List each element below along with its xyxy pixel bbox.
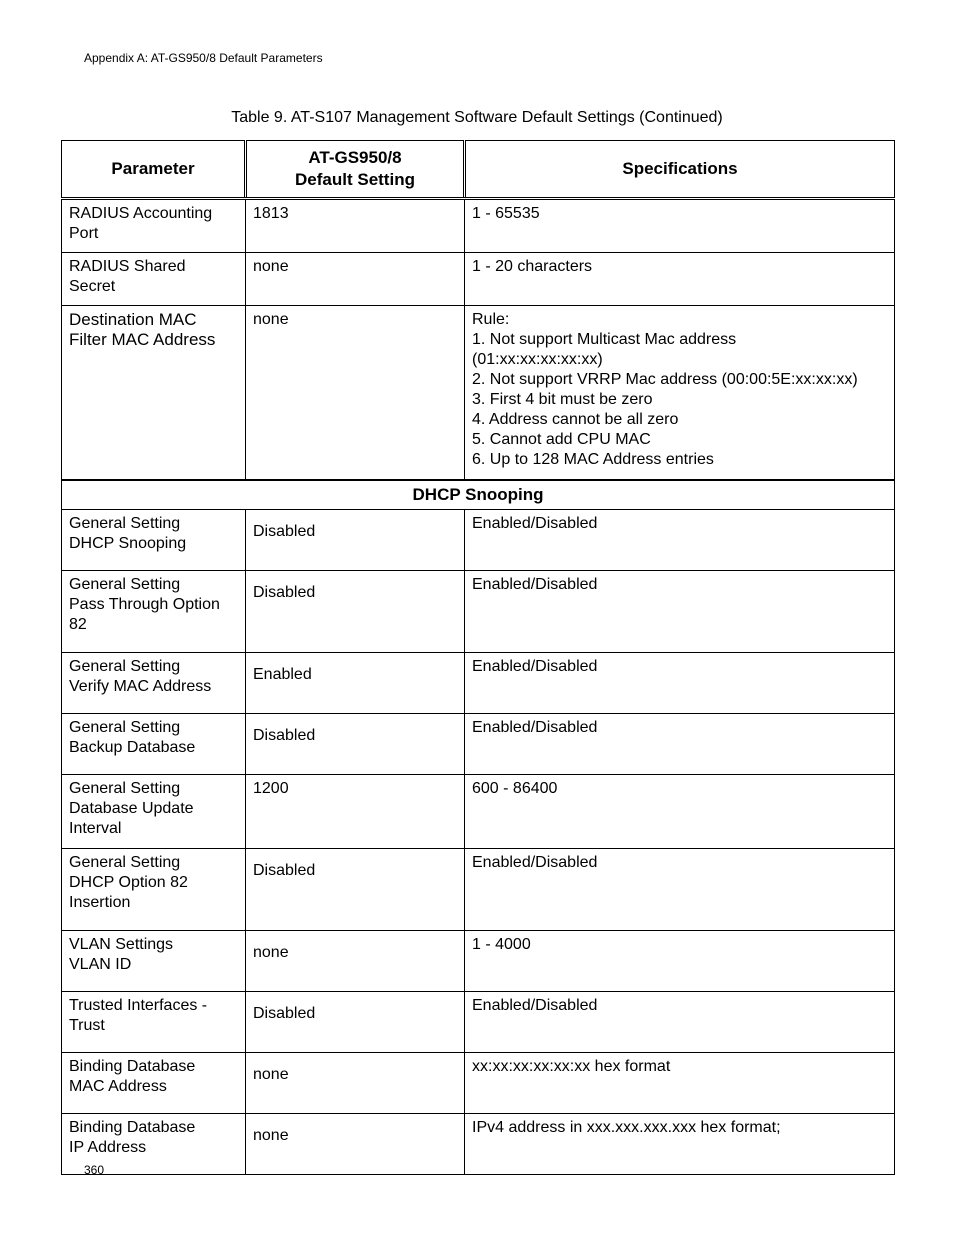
table-caption: Table 9. AT-S107 Management Software Default Settings (Continued) [231,109,723,126]
parameter-line: Trust [69,1017,105,1034]
parameter-line: RADIUS Shared [69,258,186,275]
column-header-default-line2: Default Setting [295,170,415,189]
parameter-line: Binding Database [69,1058,196,1075]
parameter-line: Secret [69,278,116,295]
parameter-line: VLAN Settings [69,936,174,953]
parameter-cell [62,199,246,253]
parameter-cell [62,571,246,653]
spec-cell: xx:xx:xx:xx:xx:xx hex format [465,1053,895,1114]
table-header-row [62,141,895,199]
parameter-line: General Setting [69,854,181,871]
table-row [62,1053,895,1114]
spec-cell: 1 - 4000 [465,931,895,992]
default-settings-table [61,140,895,1175]
table-row [62,571,895,653]
rule-line: 3. First 4 bit must be zero [472,391,653,408]
section-title: DHCP Snooping [62,480,895,510]
spec-cell: Enabled/Disabled [465,992,895,1053]
parameter-cell [62,931,246,992]
default-cell: Disabled [246,510,465,571]
default-cell: none [246,931,465,992]
spec-cell: Enabled/Disabled [465,714,895,775]
parameter-line: DHCP Option 82 [69,874,188,891]
parameter-cell [62,653,246,714]
table-row [62,775,895,849]
default-cell: 1813 [246,199,465,253]
table-row [62,253,895,306]
default-cell: Enabled [246,653,465,714]
parameter-line: General Setting [69,515,181,532]
default-cell: Disabled [246,571,465,653]
parameter-line: 82 [69,616,87,633]
rule-line: 5. Cannot add CPU MAC [472,431,651,448]
parameter-cell [62,510,246,571]
spec-cell: 1 - 20 characters [465,253,895,306]
column-header-parameter: Parameter [62,141,246,199]
table-row [62,714,895,775]
table-row-destination-mac [62,306,895,481]
parameter-line: General Setting [69,658,181,675]
parameter-line: Port [69,225,99,242]
parameter-line: Insertion [69,894,131,911]
table-row [62,199,895,253]
parameter-cell [62,992,246,1053]
table-row [62,931,895,992]
column-header-default-line1: AT-GS950/8 [308,148,402,167]
rule-line: (01:xx:xx:xx:xx:xx) [472,351,603,368]
parameter-line: Database Update [69,800,194,817]
parameter-line: Pass Through Option [69,596,220,613]
section-row [62,480,895,510]
default-cell: 1200 [246,775,465,849]
parameter-cell [62,714,246,775]
spec-cell: IPv4 address in xxx.xxx.xxx.xxx hex format; [465,1114,895,1175]
parameter-line: DHCP Snooping [69,535,187,552]
parameter-cell [62,849,246,931]
table-row [62,992,895,1053]
rule-line: 2. Not support VRRP Mac address (00:00:5E:xx:xx:xx) [472,371,858,388]
parameter-cell [62,253,246,306]
parameter-cell [62,306,246,481]
parameter-line: General Setting [69,576,181,593]
default-cell: Disabled [246,849,465,931]
parameter-cell [62,775,246,849]
rule-line: Rule: [472,311,510,328]
parameter-line: VLAN ID [69,956,132,973]
parameter-line: General Setting [69,719,181,736]
spec-cell: 1 - 65535 [465,199,895,253]
default-cell: none [246,253,465,306]
default-cell: Disabled [246,992,465,1053]
parameter-line: MAC Address [69,1078,167,1095]
rule-line: 6. Up to 128 MAC Address entries [472,451,714,468]
table-row [62,653,895,714]
running-header: Appendix A: AT-GS950/8 Default Parameters [84,51,323,65]
parameter-line: RADIUS Accounting [69,205,213,222]
default-cell: none [246,306,465,481]
spec-cell: Enabled/Disabled [465,510,895,571]
spec-cell: Enabled/Disabled [465,653,895,714]
spec-cell: 600 - 86400 [465,775,895,849]
default-cell: Disabled [246,714,465,775]
parameter-line: Trusted Interfaces - [69,997,208,1014]
default-cell: none [246,1053,465,1114]
parameter-cell [62,1053,246,1114]
rule-line: 4. Address cannot be all zero [472,411,679,428]
parameter-line: Backup Database [69,739,196,756]
column-header-specifications: Specifications [465,141,895,199]
parameter-line: Destination MAC [69,310,197,329]
parameter-line: Binding Database [69,1119,196,1136]
parameter-line: Filter MAC Address [69,330,216,349]
parameter-line: Interval [69,820,122,837]
page-number: 360 [84,1163,105,1177]
default-cell: none [246,1114,465,1175]
spec-cell: Enabled/Disabled [465,571,895,653]
rule-line: 1. Not support Multicast Mac address [472,331,737,348]
parameter-line: General Setting [69,780,181,797]
table-row [62,1114,895,1175]
parameter-line: Verify MAC Address [69,678,212,695]
column-header-default-setting [246,141,465,199]
parameter-line: IP Address [69,1139,147,1156]
table-row [62,849,895,931]
spec-cell: Enabled/Disabled [465,849,895,931]
spec-cell [465,306,895,481]
table-row [62,510,895,571]
